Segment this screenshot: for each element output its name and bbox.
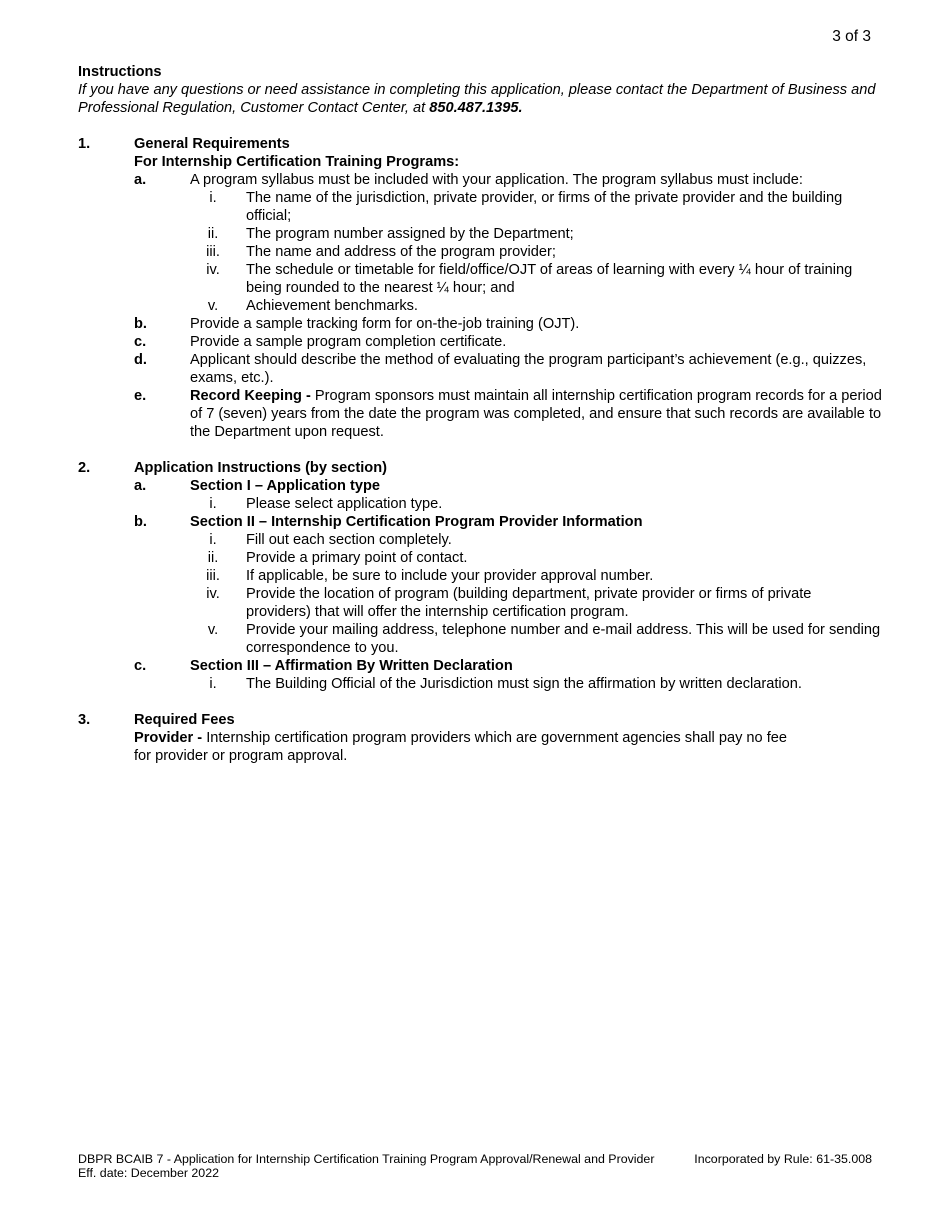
sub-number: ii. xyxy=(207,550,219,566)
item-letter: b. xyxy=(134,316,147,332)
sub-number: i. xyxy=(209,676,217,692)
sub-item xyxy=(190,495,886,513)
footer-rule: Incorporated by Rule: 61-35.008 xyxy=(694,1152,872,1166)
sub-text: The Building Official of the Jurisdiction must sign the affirmation by written declaration. xyxy=(246,676,802,692)
intro-text-body: If you have any questions or need assistance in completing this application, please contact the Department of Business and Professional Regulation, Customer Contact Center, at xyxy=(78,82,876,116)
section-general-requirements xyxy=(78,135,886,441)
provider-fee-text: Internship certification program providers which are government agencies shall pay no fee for provider or program approval. xyxy=(134,730,788,764)
document-body xyxy=(78,63,886,765)
sub-item xyxy=(190,225,886,243)
footer-eff-date: Eff. date: December 2022 xyxy=(78,1166,219,1180)
item-text: Applicant should describe the method of evaluating the program participant’s achievement (e.g., quizzes, exams, etc.). xyxy=(190,352,867,386)
footer-form-name: DBPR BCAIB 7 - Application for Internship Certification Training Program Approval/Renewal and Provider xyxy=(78,1152,655,1166)
sub-text: The program number assigned by the Department; xyxy=(246,226,574,242)
sub-text: The schedule or timetable for field/office/OJT of areas of learning with every ¼ hour of training being rounded to the nearest ¼ hour; and xyxy=(246,262,853,296)
item-letter: d. xyxy=(134,352,147,368)
instructions-title: Instructions xyxy=(78,64,162,80)
section-title: Application Instructions (by section) xyxy=(134,460,387,476)
sub-list xyxy=(134,531,886,657)
item-letter: e. xyxy=(134,388,147,404)
list-item xyxy=(134,513,886,531)
section-title: Required Fees xyxy=(134,712,235,728)
instructions-intro xyxy=(78,63,886,117)
sub-text: Please select application type. xyxy=(246,496,443,512)
sub-number: iii. xyxy=(206,244,220,260)
list-item xyxy=(134,477,886,495)
section-required-fees xyxy=(78,711,886,765)
instructions-text xyxy=(78,81,886,117)
sub-item xyxy=(190,189,886,225)
sub-text: The name and address of the program provider; xyxy=(246,244,556,260)
sub-text: The name of the jurisdiction, private provider, or firms of the private provider and the building official; xyxy=(246,190,843,224)
page-footer xyxy=(78,1152,872,1180)
item-title: Section I – Application type xyxy=(190,478,381,494)
sub-number: i. xyxy=(209,190,217,206)
sub-number: iv. xyxy=(206,586,220,602)
list-item xyxy=(134,387,886,441)
sub-number: iii. xyxy=(206,568,220,584)
section-title: General Requirements xyxy=(134,136,290,152)
sub-number: v. xyxy=(207,622,219,638)
sub-list xyxy=(134,675,886,693)
item-text: Provide a sample program completion certificate. xyxy=(190,334,507,350)
list-item xyxy=(134,333,886,351)
sub-number: iv. xyxy=(206,262,220,278)
fees-text xyxy=(134,729,806,765)
item-letter: b. xyxy=(134,514,147,530)
list-item xyxy=(134,315,886,333)
sub-item xyxy=(190,297,886,315)
sub-number: i. xyxy=(209,496,217,512)
contact-phone: 850.487.1395. xyxy=(429,100,523,116)
sub-number: ii. xyxy=(207,226,219,242)
list-item xyxy=(134,657,886,675)
item-title: Section III – Affirmation By Written Declaration xyxy=(190,658,513,674)
sub-item xyxy=(190,531,886,549)
section-subtitle: For Internship Certification Training Programs: xyxy=(134,154,460,170)
sub-text: Fill out each section completely. xyxy=(246,532,452,548)
item-letter: a. xyxy=(134,478,147,494)
sub-item xyxy=(190,549,886,567)
sub-text: If applicable, be sure to include your provider approval number. xyxy=(246,568,654,584)
section-number: 3. xyxy=(78,712,91,728)
sub-number: i. xyxy=(209,532,217,548)
item-text xyxy=(190,387,886,441)
item-letter: a. xyxy=(134,172,147,188)
item-letter: c. xyxy=(134,658,147,674)
sub-text: Provide your mailing address, telephone number and e-mail address. This will be used for sending correspondence to you. xyxy=(246,622,881,656)
sub-item xyxy=(190,243,886,261)
list-item xyxy=(134,171,886,189)
sub-text: Provide a primary point of contact. xyxy=(246,550,468,566)
item-text: A program syllabus must be included with your application. The program syllabus must include: xyxy=(190,172,803,188)
page-number: 3 of 3 xyxy=(832,28,871,45)
list-item xyxy=(134,351,886,387)
provider-lead: Provider - xyxy=(134,730,207,746)
record-keeping-lead: Record Keeping - xyxy=(190,388,315,404)
sub-item xyxy=(190,621,886,657)
section-number: 1. xyxy=(78,136,91,152)
sub-item xyxy=(190,567,886,585)
sub-item xyxy=(190,675,886,693)
sub-list xyxy=(134,495,886,513)
item-title: Section II – Internship Certification Program Provider Information xyxy=(190,514,643,530)
syllabus-subitems xyxy=(134,189,886,315)
section-application-instructions xyxy=(78,459,886,693)
sub-item xyxy=(190,585,886,621)
item-text: Provide a sample tracking form for on-the-job training (OJT). xyxy=(190,316,580,332)
sub-item xyxy=(190,261,886,297)
item-letter: c. xyxy=(134,334,147,350)
sub-number: v. xyxy=(207,298,219,314)
sub-text: Achievement benchmarks. xyxy=(246,298,418,314)
record-keeping-text: Program sponsors must maintain all internship certification program records for a period of 7 (seven) years from the date the program was completed, and ensure that such records are available to the Department upon request. xyxy=(190,388,882,440)
sub-text: Provide the location of program (building department, private provider or firms of private providers) that will offer the internship certification program. xyxy=(246,586,812,620)
section-number: 2. xyxy=(78,460,91,476)
